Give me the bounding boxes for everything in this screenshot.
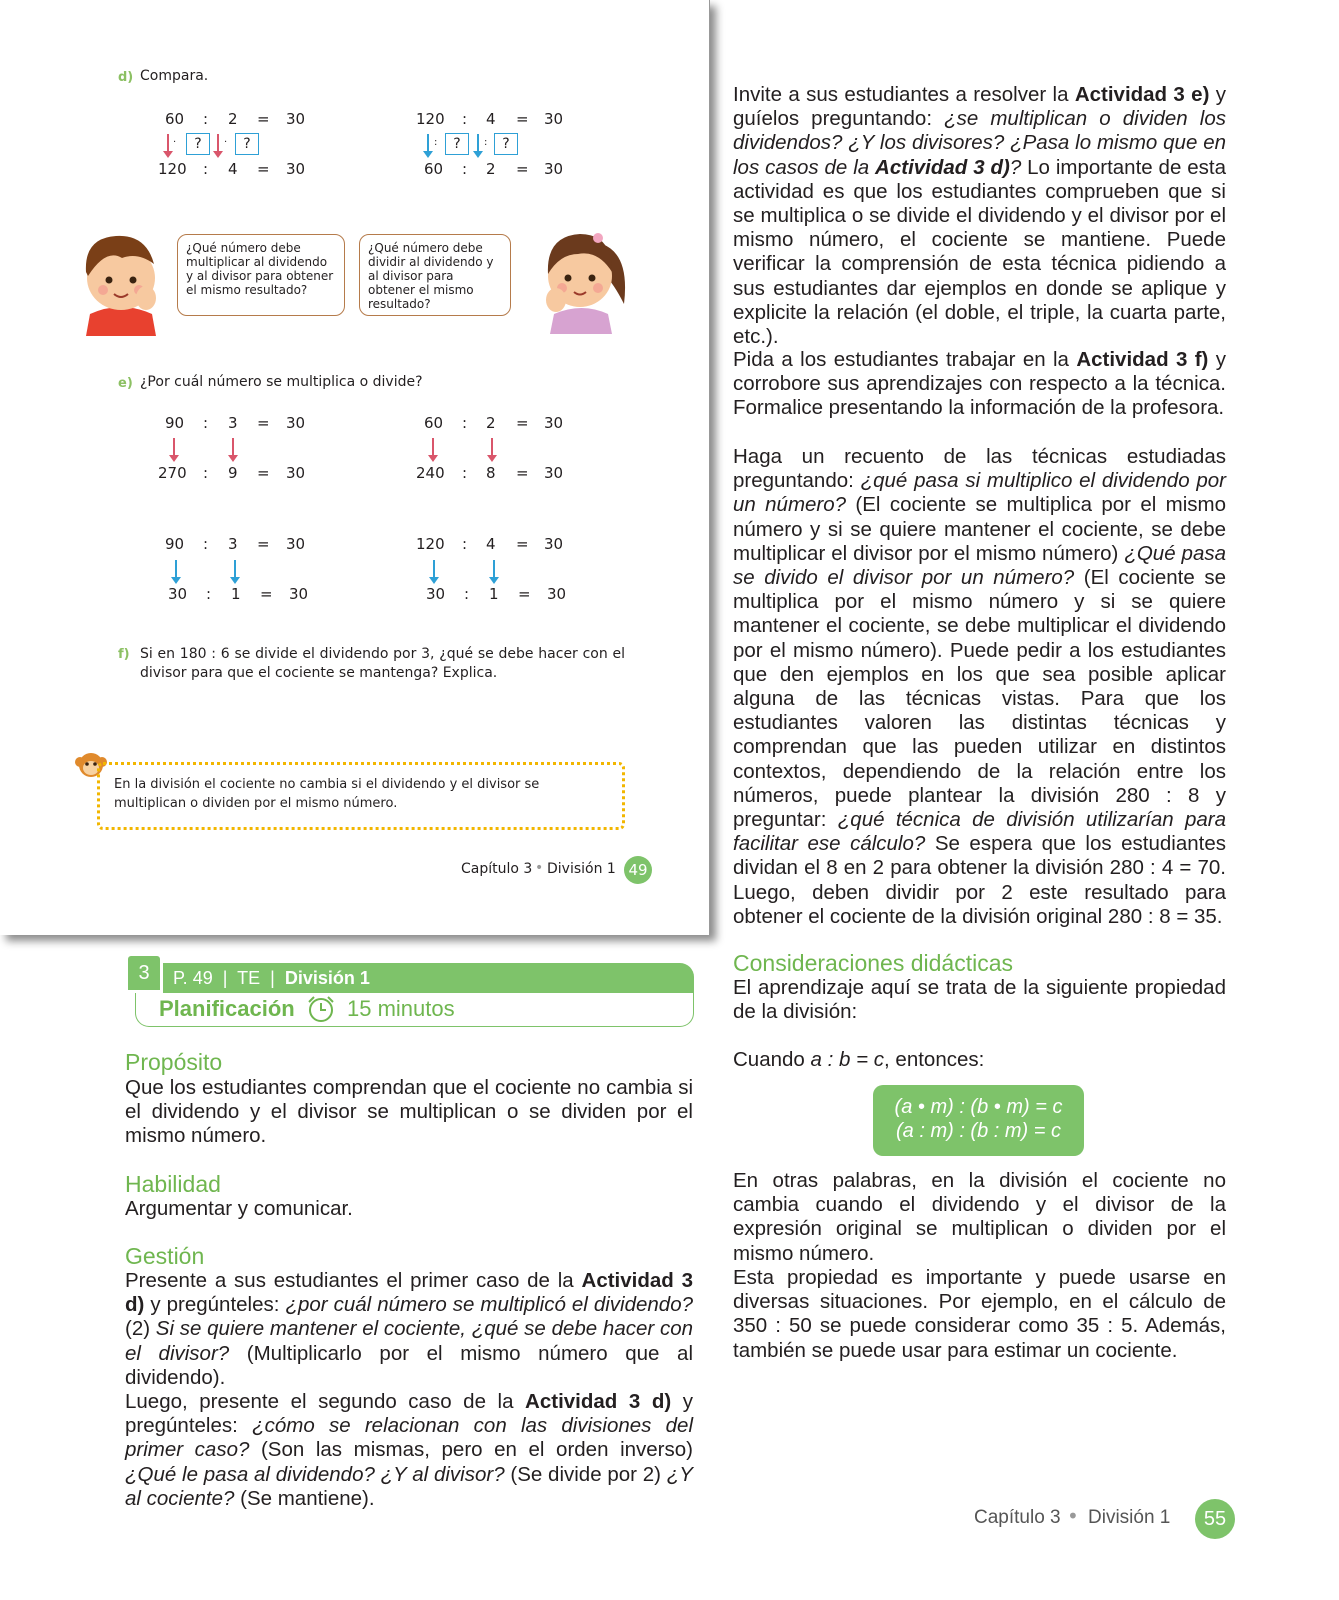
number: 60 (424, 414, 444, 432)
down-arrow-icon (232, 438, 234, 456)
operator: = (260, 585, 273, 603)
number: 60 (424, 160, 444, 178)
operator: : (462, 535, 468, 553)
consideraciones-text-3: Esta propiedad es importante y puede usarse en diversas situaciones. Por ejemplo, en el cálculo de 350 : 50 se puede considerar como 35 : 5. Además, también se puede usar para estimar un cociente. (733, 1266, 1226, 1362)
text-run: (Multiplicarlo por el mismo número que al dividendo). (125, 1341, 693, 1389)
answer-box[interactable]: ? (445, 133, 469, 155)
number: 4 (486, 535, 496, 553)
operator: : (203, 414, 209, 432)
book-footer-chapter: Capítulo 3 (461, 861, 533, 877)
text-run: , entonces: (884, 1048, 985, 1071)
question: ¿qué técnica de división utilizarían para facilitar ese cálculo? (733, 808, 1226, 856)
planning-time: 15 minutos (347, 996, 455, 1021)
girl-illustration (538, 224, 630, 334)
operator: = (257, 414, 270, 432)
gestion-paragraph-2 (125, 1390, 693, 1511)
number: 8 (486, 464, 496, 482)
text-run: (2) (125, 1317, 156, 1341)
operator: : (203, 160, 209, 178)
footer-bullet: • (1067, 1504, 1079, 1528)
activity-ref: Actividad 3 d) (525, 1390, 672, 1413)
number: 90 (165, 414, 185, 432)
operator: = (257, 160, 270, 178)
text-run: Invite a sus estudiantes a resolver la (733, 83, 1075, 106)
text-run: y pregúnteles: (144, 1293, 286, 1317)
number: 30 (286, 160, 306, 178)
text-run: Pida a los estudiantes trabajar en la (733, 348, 1077, 371)
alarm-clock-icon (305, 994, 337, 1024)
down-arrow-icon (493, 560, 495, 578)
gestion-title: Gestión (125, 1243, 205, 1269)
down-arrow-icon (217, 134, 219, 152)
consideraciones-text-2: En otras palabras, en la división el cociente no cambia cuando el dividendo y el divisor de la expresión original se multiplican o dividen por el mismo número. (733, 1169, 1226, 1265)
text-run: y pregúnteles: (125, 1390, 693, 1438)
answer-box[interactable]: ? (494, 133, 518, 155)
separator: | (222, 968, 228, 988)
number: 30 (544, 110, 564, 128)
number: 3 (228, 414, 238, 432)
activity-f-letter: f) (118, 647, 130, 662)
text-run: (Se divide por 2) (504, 1462, 667, 1486)
number: 30 (426, 585, 446, 603)
expression: a : b = c (810, 1048, 885, 1071)
planning-reference-bar (163, 963, 694, 993)
operator: : (206, 585, 212, 603)
operator: : (462, 414, 468, 432)
footer-section: División 1 (1088, 1507, 1171, 1528)
text-run: (Son las mismas, pero en el orden inverso) (249, 1438, 693, 1462)
activity-d-title: Compara. (140, 68, 209, 84)
operator: = (516, 535, 529, 553)
operator: · (224, 137, 228, 148)
right-paragraph-3 (733, 445, 1226, 929)
question: ¿se multiplican o dividen los dividendos? ¿Y los divisores? ¿Pasa lo mismo que en los casos de la (733, 107, 1226, 179)
activity-e-title: ¿Por cuál número se multiplica o divide? (140, 374, 423, 390)
down-arrow-icon (477, 134, 479, 152)
activity-ref: Actividad 3 e) (1074, 83, 1210, 106)
operator: : (462, 110, 468, 128)
operator: · (173, 137, 177, 148)
number: 240 (416, 464, 445, 482)
text-run: Se espera que los estudiantes dividan el 8 en 2 para obtener la división 280 : 4 = 70. Luego, deben dividir por 2 este resultado para obtener el cociente de la división original 280 : 8 = 35. (733, 832, 1226, 928)
number: 4 (486, 110, 496, 128)
operator: = (516, 464, 529, 482)
right-paragraph-2 (733, 348, 1226, 421)
text-run: Lo importante de esta actividad es que los estudiantes comprueben que si se multiplica o se divide el dividendo y el divisor por el mismo número, el cociente se mantiene. Puede verificar la comprensión de esta técnica pidiendo a sus estudiantes dar ejemplos en donde se aplique y explicite la relación (el doble, el triple, la cuarta parte, etc.). (733, 155, 1226, 349)
number: 30 (286, 110, 306, 128)
planning-number: 3 (128, 956, 160, 990)
number: 2 (228, 110, 238, 128)
gestion-paragraph-1 (125, 1269, 693, 1390)
number: 30 (286, 414, 306, 432)
formula-divide: (a : m) : (b : m) = c (895, 1120, 1061, 1142)
down-arrow-icon (491, 438, 493, 456)
number: 270 (158, 464, 187, 482)
operator: = (257, 110, 270, 128)
text-run: Cuando (733, 1048, 811, 1071)
number: 60 (165, 110, 185, 128)
habilidad-title: Habilidad (125, 1171, 221, 1197)
number: 120 (158, 160, 187, 178)
down-arrow-icon (173, 438, 175, 456)
consideraciones-title: Consideraciones didácticas (733, 950, 1013, 976)
text-run: y corrobore sus aprendizajes con respecto a la técnica. Formalice presentando la información de la profesora. (733, 348, 1227, 420)
text-run: (El cociente se multiplica por el mismo número y si se quiere mantener el cociente, se debe multiplicar el dividendo por el mismo número). Puede pedir a los estudiantes que den ejemplos en los que sea posible aplicar alguna de las técnicas vistas. Para que los estudiantes valoren las distintas técnicas y comprendan que las pueden utilizar en distintos contextos, dependiendo de la relación entre los números, puede plantear la división 280 : 8 y preguntar: (733, 566, 1226, 832)
proposito-text: Que los estudiantes comprendan que el cociente no cambia si el dividendo y el divisor se multiplican o se dividen por el mismo número. (125, 1076, 693, 1148)
number: 30 (289, 585, 309, 603)
activity-ref: Actividad 3 d) (125, 1269, 693, 1317)
number: 30 (544, 160, 564, 178)
text-run: (El cociente se multiplica por el mismo número y si se quiere mantener el cociente, se debe multiplicar el divisor por el mismo número) (733, 493, 1226, 565)
operator: : (464, 585, 470, 603)
question: ¿Qué le pasa al dividendo? ¿Y al divisor? (125, 1462, 505, 1486)
text-run: Haga un recuento de las técnicas estudiadas preguntando: (733, 445, 1226, 493)
planning-ref-title: División 1 (284, 968, 370, 988)
operator: = (257, 464, 270, 482)
answer-box[interactable]: ? (235, 133, 259, 155)
operator: : (462, 160, 468, 178)
down-arrow-icon (433, 560, 435, 578)
down-arrow-icon (432, 438, 434, 456)
boy-illustration (76, 228, 166, 336)
number: 90 (165, 535, 185, 553)
operator: = (257, 535, 270, 553)
question: ? (1009, 155, 1022, 179)
number: 120 (416, 110, 445, 128)
question: ¿cómo se relacionan con las divisiones del primer caso? (125, 1414, 694, 1462)
planning-ref-te: TE (237, 968, 261, 988)
operator: : (484, 137, 488, 148)
down-arrow-icon (234, 560, 236, 578)
operator: : (434, 137, 438, 148)
answer-box[interactable]: ? (186, 133, 210, 155)
operator: : (203, 464, 209, 482)
text-run: Luego, presente el segundo caso de la (125, 1390, 526, 1413)
number: 2 (486, 414, 496, 432)
activity-e-letter: e) (118, 376, 133, 391)
activity-ref: Actividad 3 d) (875, 155, 1010, 179)
speech-bubble-girl: ¿Qué número debe dividir al dividendo y al divisor para obtener el mismo resultado? (359, 234, 511, 316)
number: 30 (286, 535, 306, 553)
number: 30 (547, 585, 567, 603)
number: 120 (416, 535, 445, 553)
page-number: 55 (1195, 1499, 1235, 1539)
teacher-note-box: En la división el cociente no cambia si el dividendo y el divisor se multiplican o dividen por el mismo número. (97, 762, 625, 830)
down-arrow-icon (175, 560, 177, 578)
student-book-page (0, 0, 710, 935)
operator: : (203, 110, 209, 128)
book-page-number: 49 (624, 856, 652, 884)
text-run: Presente a sus estudiantes el primer caso de la (125, 1269, 582, 1292)
down-arrow-icon (427, 134, 429, 152)
question: Si se quiere mantener el cociente, ¿qué se debe hacer con el divisor? (125, 1317, 693, 1365)
text-run: (Se mantiene). (234, 1486, 375, 1510)
question: ¿Y al cociente? (125, 1462, 693, 1510)
question: ¿por cuál número se multiplicó el dividendo? (285, 1293, 693, 1317)
operator: = (516, 110, 529, 128)
operator: = (518, 585, 531, 603)
number: 30 (168, 585, 188, 603)
planning-label: Planificación (159, 996, 295, 1021)
formula-multiply: (a • m) : (b • m) = c (894, 1096, 1063, 1118)
number: 1 (489, 585, 499, 603)
down-arrow-icon (167, 134, 169, 152)
proposito-title: Propósito (125, 1049, 223, 1075)
operator: : (203, 535, 209, 553)
speech-bubble-boy: ¿Qué número debe multiplicar al dividendo y al divisor para obtener el mismo resultado? (177, 234, 345, 316)
separator: | (270, 968, 275, 988)
habilidad-text: Argumentar y comunicar. (125, 1197, 353, 1220)
number: 30 (544, 414, 564, 432)
number: 3 (228, 535, 238, 553)
activity-f-text: Si en 180 : 6 se divide el dividendo por 3, ¿qué se debe hacer con el divisor para que el cociente se mantenga? Explica. (140, 646, 625, 681)
number: 2 (486, 160, 496, 178)
operator: = (516, 160, 529, 178)
footer-chapter: Capítulo 3 (974, 1507, 1061, 1528)
number: 9 (228, 464, 238, 482)
operator: : (462, 464, 468, 482)
operator: = (516, 414, 529, 432)
book-footer-section: División 1 (547, 861, 616, 877)
activity-d-letter: d) (118, 70, 134, 85)
activity-ref: Actividad 3 f) (1076, 348, 1209, 371)
number: 30 (286, 464, 306, 482)
consideraciones-text-1: El aprendizaje aquí se trata de la siguiente propiedad de la división: (733, 976, 1226, 1024)
question: ¿qué pasa si multiplico el dividendo por un número? (733, 469, 1227, 517)
cuando-line (733, 1048, 1226, 1072)
number: 1 (231, 585, 241, 603)
property-formula-box (873, 1085, 1084, 1156)
footer-bullet: • (535, 860, 544, 876)
number: 4 (228, 160, 238, 178)
number: 30 (544, 464, 564, 482)
question: ¿Qué pasa se divido el divisor por un número? (733, 541, 1226, 590)
planning-ref-page: P. 49 (173, 968, 213, 988)
right-paragraph-1 (733, 83, 1226, 349)
text-run: y guíelos preguntando: (733, 83, 1226, 131)
number: 30 (544, 535, 564, 553)
